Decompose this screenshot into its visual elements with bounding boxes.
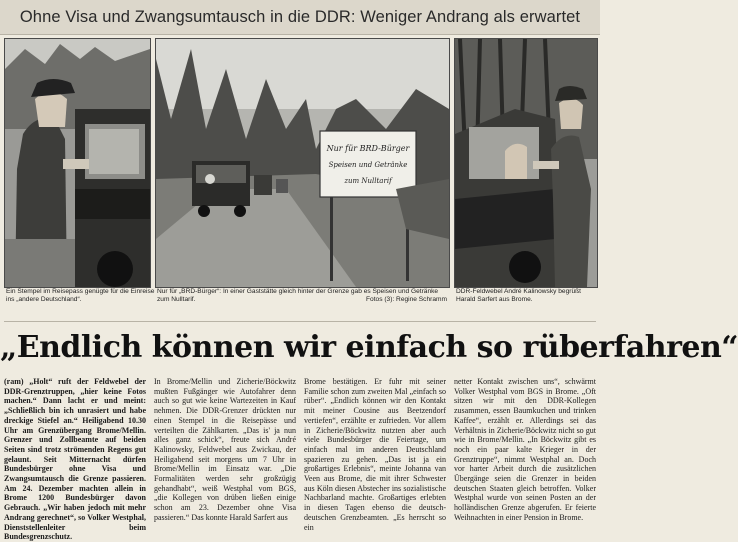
sign-line-2: Speisen und Getränke (328, 161, 408, 169)
divider-rule (4, 321, 596, 322)
article-column-2 (154, 377, 296, 522)
article-column-3 (304, 377, 446, 532)
article-column-3-text: Brome bestätigen. Er fuhr mit seiner Familie schon zum zweiten Mal „einfach so rüber“. „Endlich können wir den Kontakt mit meiner Cousine aus Beetzendorf vertiefen“, erzählte er zufrieden. Vor allem in Zicherie/Böckwitz nutzten aber auch viele Bundesbürger die Feiertage, um einfach mal im anderen Deutschland spazieren zu gehen. „Das ist ja ein großartiges Erlebnis“, meinte Johanna van Veen aus Brome, die mit ihrer Schwester aus Köln diesen Abstecher ins sozialistische Nachbarland machte. Großartiges erlebten in diesen Tagen ebenso die deutsch-deutschen Grenzbeamten. „Es herrscht so ein (304, 377, 446, 532)
caption-middle-text: Nur für „BRD-Bürger“: In einer Gaststätte gleich hinter der Grenze gab es Speisen und Getränke zum Nulltarif. (157, 288, 439, 303)
photo-border-sign (155, 38, 450, 288)
article-column-1 (4, 377, 146, 542)
photo-feldwebel-image (455, 39, 597, 287)
headline: „Endlich können wir einfach so rüberfahren“ (0, 330, 738, 365)
article-column-2-text: In Brome/Mellin und Zicherie/Böckwitz mußten Fußgänger wie Autofahrer denn auch so gut wie keine Wartezeiten in Kauf nehmen. Die DDR-Grenzer drückten nur einen Stempel in die Reisepässe und verteilten die Zählkarten. „Das is' ja nun alles ganz schick“, freute sich André Kalinowsky, Feldwebel aus Zwickau, der Heiligabend seit morgens um 7 Uhr in Brome/Mellin im Einsatz war. „Die Formalitäten werden sehr großzügig gehandhabt“, weiß Westphal vom BGS, „die Kollegen von drüben ließen einige schon am 23. Dezember ohne Visa passieren.“ Das konnte Harald Sarfert aus (154, 377, 296, 522)
photo-border-sign-image (156, 39, 449, 287)
kicker-title: Ohne Visa und Zwangsumtausch in die DDR: Weniger Andrang als erwartet (19, 7, 581, 26)
caption-left: Ein Stempel im Reisepass genügte für die Einreise ins „andere Deutschland“. (6, 288, 155, 303)
caption-middle (157, 288, 447, 304)
article-column-4-text: netter Kontakt zwischen uns“, schwärmt Volker Westphal vom BGS in Brome. „Oft sitzen wir mit den DDR-Kollegen zusammen, essen Baumkuchen und trinken Kaffee“, erzählt er. Allerdings sei das Verhältnis in Zicherie/Böckwitz nicht so gut wie in Brome/Mellin. „In Böckwitz gibt es noch ein paar kalte Krieger in der Grenztruppe“, nimmt Westphal an. Doch vor harter Arbeit durch die zusätzlichen Übergänge seien die Grenzer in beiden deutschen Staaten gleich betroffen. Volker Westphal wurde von seinen Posten an der holländischen Grenze abgerufen. Er feierte Weihnachten in einer Pension in Brome. (454, 377, 596, 522)
article-column-1-text: (ram) „Holt“ ruft der Feldwebel der DDR-Grenztruppen, „hier keine Fotos machen.“ Dann lacht er und meint: „Schließlich bin ich unrasiert und habe dreckige Stiefel an.“ Heiligabend 10.30 Uhr am Grenzübergang Brome/Mellin. Grenzer und Zollbeamte auf beiden Seiten sind trotz strömenden Regens gut gelaunt. Seit Mitternacht dürfen Bundesbürger ohne Visa und Zwangsumtausch die Grenze passieren. Am 24. Dezember machten allein in Brome 1200 Bundesbürger davon Gebrauch. „Wir haben jedoch mit mehr Andrang gerechnet“, so Volker Westphal, Dienststellenleiter beim Bundesgrenzschutz. (4, 377, 146, 542)
caption-middle-credit: Fotos (3): Regine Schramm (366, 296, 447, 303)
caption-right: DDR-Feldwebel André Kalinowsky begrüßt Harald Sarfert aus Brome. (456, 288, 581, 303)
photo-feldwebel (454, 38, 598, 288)
article-column-4 (454, 377, 596, 522)
photo-passport-stamp (4, 38, 151, 288)
photo-passport-stamp-image (5, 39, 150, 287)
sign-line-1: Nur für BRD-Bürger (326, 144, 410, 153)
kicker-bar (0, 0, 600, 35)
sign-line-3: zum Nulltarif (344, 177, 392, 185)
